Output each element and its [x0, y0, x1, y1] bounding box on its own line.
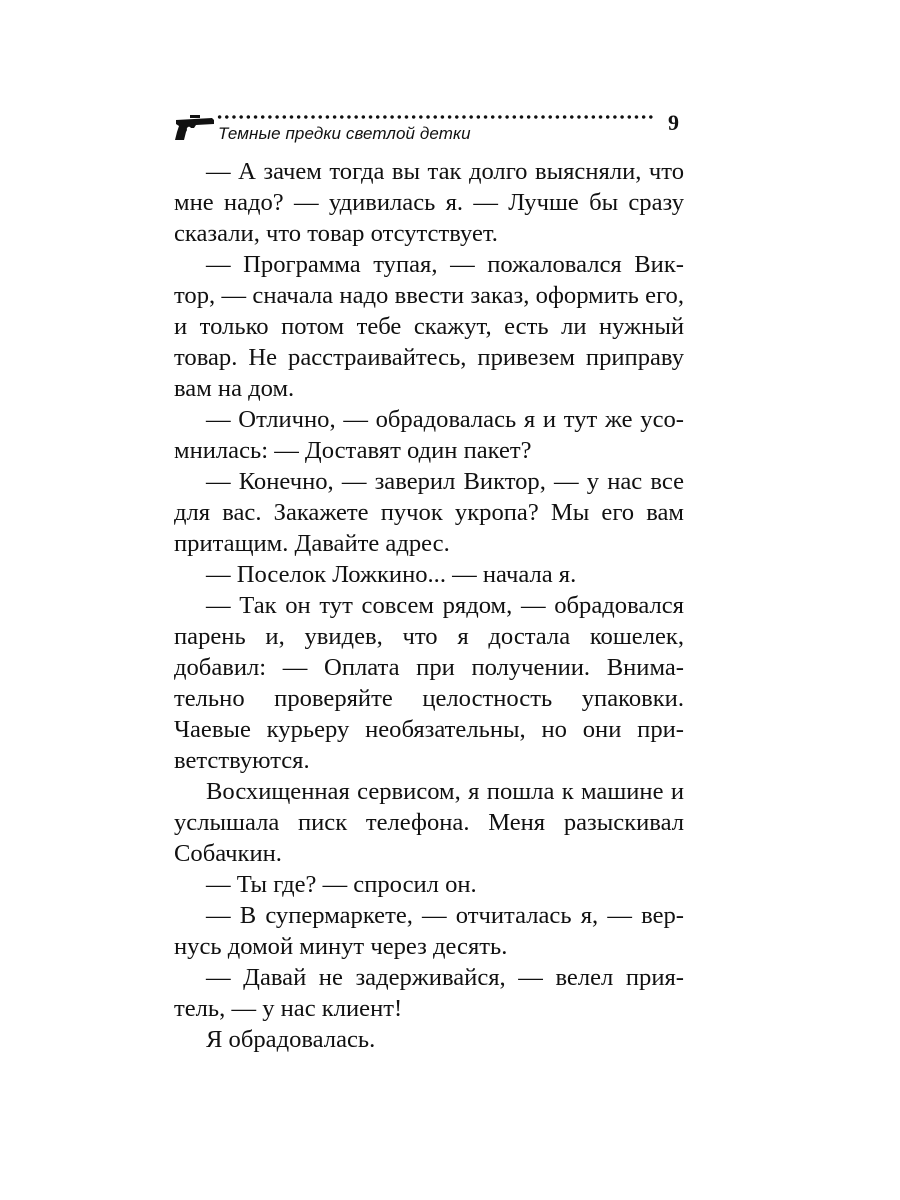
- body-text: [174, 156, 684, 1055]
- paragraph: — Программа тупая, — пожаловался Виктор, — сначала надо ввести заказ, оформить его, и только потом тебе скажут, есть ли нужный товар. Не расстраивайтесь, привезем приправу вам на дом.: [174, 251, 684, 402]
- revolver-icon: [172, 112, 216, 142]
- paragraph: — Ты где? — спросил он.: [206, 871, 477, 898]
- page-number: 9: [668, 110, 679, 135]
- paragraph: — А зачем тогда вы так долго выясняли, что мне надо? — удивилась я. — Лучше бы сразу сказали, что товар отсутствует.: [174, 158, 684, 247]
- running-header: [170, 104, 690, 150]
- paragraph: Восхищенная сервисом, я пошла к машине и услышала писк телефона. Меня разыскивал Собачкин.: [174, 778, 684, 867]
- header-dotted-rule: [216, 114, 656, 120]
- paragraph: — В супермаркете, — отчиталась я, — вернусь домой минут через десять.: [174, 902, 684, 960]
- paragraph: — Конечно, — заверил Виктор, — у нас все для вас. Закажете пучок укропа? Мы его вам притащим. Давайте адрес.: [174, 468, 684, 557]
- running-title: Темные предки светлой детки: [218, 124, 471, 143]
- paragraph: — Отлично, — обрадовалась я и тут же усомнилась: — Доставят один пакет?: [174, 406, 684, 464]
- paragraph: — Поселок Ложкино... — начала я.: [206, 561, 577, 588]
- paragraph: — Давай не задерживайся, — велел приятель, — у нас клиент!: [174, 964, 684, 1022]
- paragraph: — Так он тут совсем рядом, — обрадовался парень и, увидев, что я достала кошелек, добавил: — Оплата при получении. Внимательно проверяйте целостность упаковки. Чаевые курьеру необязательны, но они приветствуются.: [174, 592, 684, 774]
- paragraph: Я обрадовалась.: [206, 1026, 376, 1053]
